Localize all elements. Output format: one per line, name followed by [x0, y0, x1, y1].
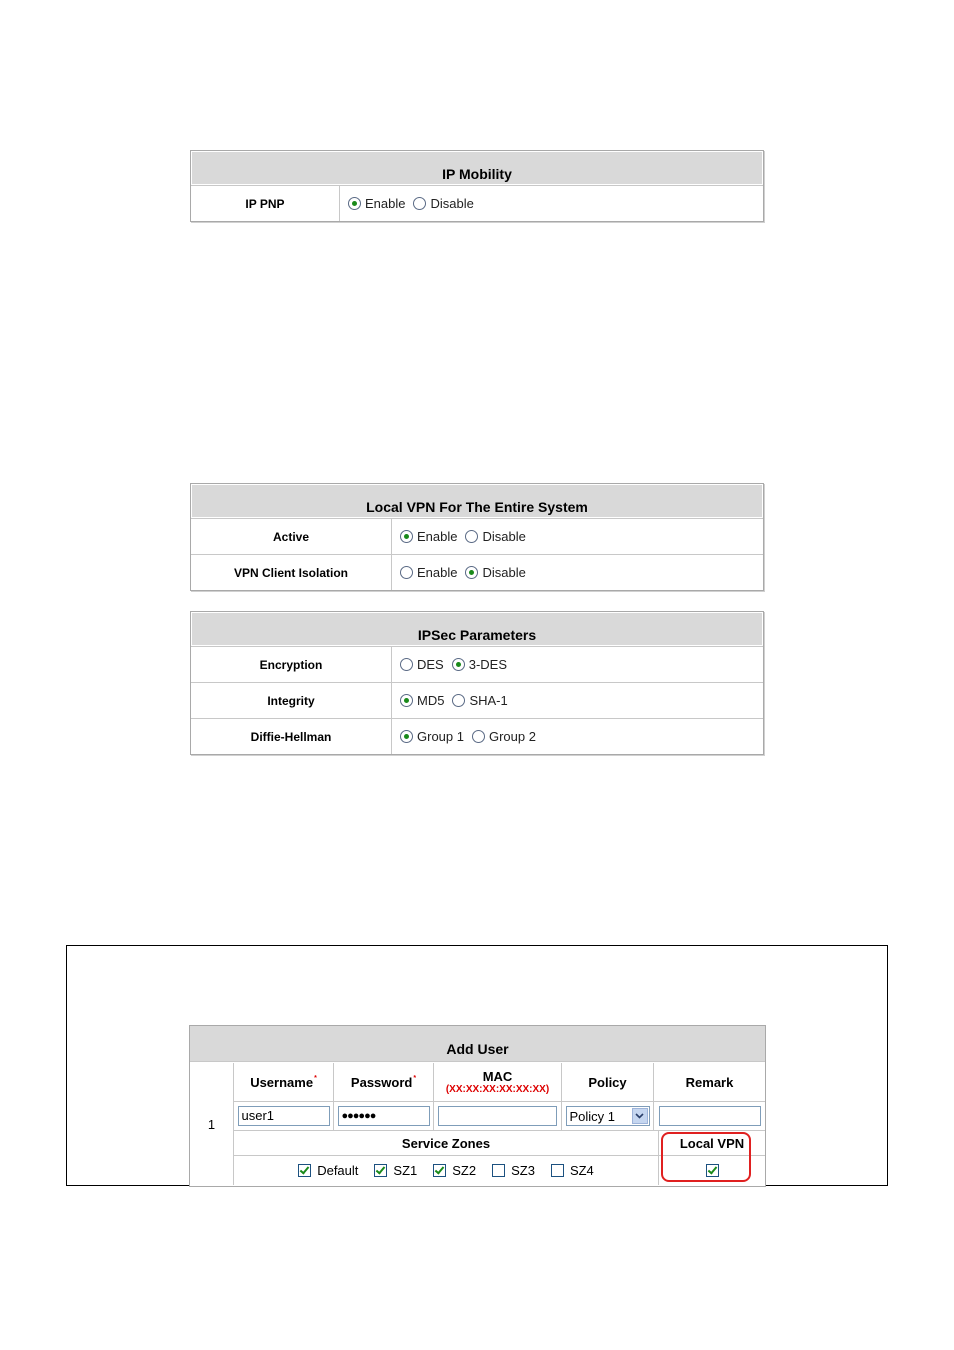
- ip-pnp-row: [191, 185, 763, 221]
- ip-pnp-enable-option[interactable]: [348, 196, 405, 211]
- encryption-3des-radio[interactable]: [452, 658, 465, 671]
- vpn-client-isolation-options: [392, 555, 763, 590]
- dh-group2-label: Group 2: [488, 729, 536, 744]
- active-enable-radio[interactable]: [400, 530, 413, 543]
- remark-column-header: [654, 1063, 765, 1101]
- ip-pnp-disable-radio[interactable]: [413, 197, 426, 210]
- encryption-des-label: DES: [417, 657, 444, 672]
- policy-cell: [562, 1102, 654, 1130]
- ip-pnp-disable-option[interactable]: [413, 196, 473, 211]
- ip-pnp-enable-radio[interactable]: [348, 197, 361, 210]
- remark-cell: [654, 1102, 765, 1130]
- username-input[interactable]: user1: [238, 1106, 330, 1126]
- active-disable-label: Disable: [482, 529, 526, 544]
- policy-column-header: [562, 1063, 654, 1101]
- sz2-checkbox[interactable]: [433, 1164, 446, 1177]
- add-user-title: Add User: [190, 1026, 765, 1062]
- sz4-checkbox[interactable]: [551, 1164, 564, 1177]
- remark-header-label: Remark: [685, 1074, 734, 1090]
- sz3-checkbox[interactable]: [492, 1164, 505, 1177]
- encryption-options: [392, 647, 763, 682]
- user-row-index: 1: [190, 1063, 234, 1185]
- active-label: Active: [191, 519, 392, 554]
- encryption-3des-option[interactable]: [452, 657, 507, 672]
- password-column-header: [334, 1063, 434, 1101]
- dh-group1-option[interactable]: [400, 729, 464, 744]
- diffie-hellman-label: Diffie-Hellman: [191, 719, 392, 754]
- ipsec-title: IPSec Parameters: [191, 612, 763, 646]
- active-disable-option[interactable]: [465, 529, 525, 544]
- integrity-row: [191, 682, 763, 718]
- sz1-checkbox[interactable]: [374, 1164, 387, 1177]
- isolation-disable-label: Disable: [482, 565, 526, 580]
- encryption-des-option[interactable]: [400, 657, 444, 672]
- integrity-sha1-option[interactable]: [452, 693, 507, 708]
- integrity-options: [392, 683, 763, 718]
- sz2-label: SZ2: [452, 1163, 477, 1178]
- password-required-mark: *: [413, 1074, 417, 1082]
- isolation-enable-option[interactable]: [400, 565, 457, 580]
- username-cell: [234, 1102, 334, 1130]
- sz4-label: SZ4: [569, 1163, 594, 1178]
- local-vpn-header: Local VPN: [659, 1131, 765, 1156]
- mac-cell: [434, 1102, 562, 1130]
- diffie-hellman-row: [191, 718, 763, 754]
- integrity-label: Integrity: [191, 683, 392, 718]
- mac-header-label: MAC: [482, 1069, 513, 1084]
- sz-default-option[interactable]: [298, 1163, 358, 1178]
- isolation-enable-label: Enable: [417, 565, 458, 580]
- sz-default-label: Default: [317, 1163, 359, 1178]
- policy-select[interactable]: [566, 1106, 650, 1126]
- ip-pnp-label: IP PNP: [191, 186, 340, 221]
- username-column-header: [234, 1063, 334, 1101]
- sz1-label: SZ1: [393, 1163, 418, 1178]
- username-required-mark: *: [314, 1074, 317, 1082]
- isolation-enable-radio[interactable]: [400, 566, 413, 579]
- integrity-md5-option[interactable]: [400, 693, 444, 708]
- encryption-label: Encryption: [191, 647, 392, 682]
- ip-pnp-disable-label: Disable: [430, 196, 474, 211]
- diffie-hellman-options: [392, 719, 763, 754]
- password-header-label: Password: [350, 1074, 413, 1090]
- integrity-sha1-radio[interactable]: [452, 694, 465, 707]
- local-vpn-panel: [190, 483, 764, 591]
- password-input[interactable]: ●●●●●●: [338, 1106, 430, 1126]
- add-user-input-row: [234, 1102, 765, 1131]
- mac-format-hint: (XX:XX:XX:XX:XX:XX): [445, 1084, 550, 1095]
- encryption-3des-label: 3-DES: [468, 657, 508, 672]
- vpn-client-isolation-row: [191, 554, 763, 590]
- active-enable-option[interactable]: [400, 529, 457, 544]
- add-user-column-headers: [234, 1063, 765, 1102]
- sz2-option[interactable]: [433, 1163, 476, 1178]
- isolation-disable-radio[interactable]: [465, 566, 478, 579]
- sz-default-checkbox[interactable]: [298, 1164, 311, 1177]
- dh-group2-radio[interactable]: [472, 730, 485, 743]
- local-vpn-highlight: [661, 1132, 751, 1182]
- sz3-option[interactable]: [492, 1163, 535, 1178]
- policy-select-value: Policy 1: [569, 1108, 616, 1124]
- active-options: [392, 519, 763, 554]
- active-row: [191, 518, 763, 554]
- service-zones-row: [234, 1156, 659, 1185]
- ip-pnp-options: [340, 186, 763, 221]
- encryption-row: [191, 646, 763, 682]
- integrity-md5-label: MD5: [417, 693, 445, 708]
- ipsec-panel: [190, 611, 764, 755]
- remark-input[interactable]: [659, 1106, 761, 1126]
- isolation-disable-option[interactable]: [465, 565, 525, 580]
- integrity-sha1-label: SHA-1: [469, 693, 508, 708]
- active-enable-label: Enable: [417, 529, 458, 544]
- password-cell: [334, 1102, 434, 1130]
- ip-mobility-panel: [190, 150, 764, 222]
- mac-input[interactable]: [438, 1106, 557, 1126]
- vpn-client-isolation-label: VPN Client Isolation: [191, 555, 392, 590]
- integrity-md5-radio[interactable]: [400, 694, 413, 707]
- chevron-down-icon[interactable]: [632, 1108, 648, 1124]
- ip-mobility-title: IP Mobility: [191, 151, 763, 185]
- mac-column-header: [434, 1063, 562, 1101]
- ip-pnp-enable-label: Enable: [365, 196, 406, 211]
- username-header-label: Username: [250, 1074, 314, 1090]
- sz1-option[interactable]: [374, 1163, 417, 1178]
- sz3-label: SZ3: [511, 1163, 535, 1178]
- dh-group1-label: Group 1: [417, 729, 464, 744]
- service-zones-header: Service Zones: [234, 1131, 659, 1156]
- policy-header-label: Policy: [588, 1074, 627, 1090]
- encryption-des-radio[interactable]: [400, 658, 413, 671]
- active-disable-radio[interactable]: [465, 530, 478, 543]
- dh-group2-option[interactable]: [472, 729, 536, 744]
- dh-group1-radio[interactable]: [400, 730, 413, 743]
- local-vpn-title: Local VPN For The Entire System: [191, 484, 763, 518]
- sz4-option[interactable]: [551, 1163, 594, 1178]
